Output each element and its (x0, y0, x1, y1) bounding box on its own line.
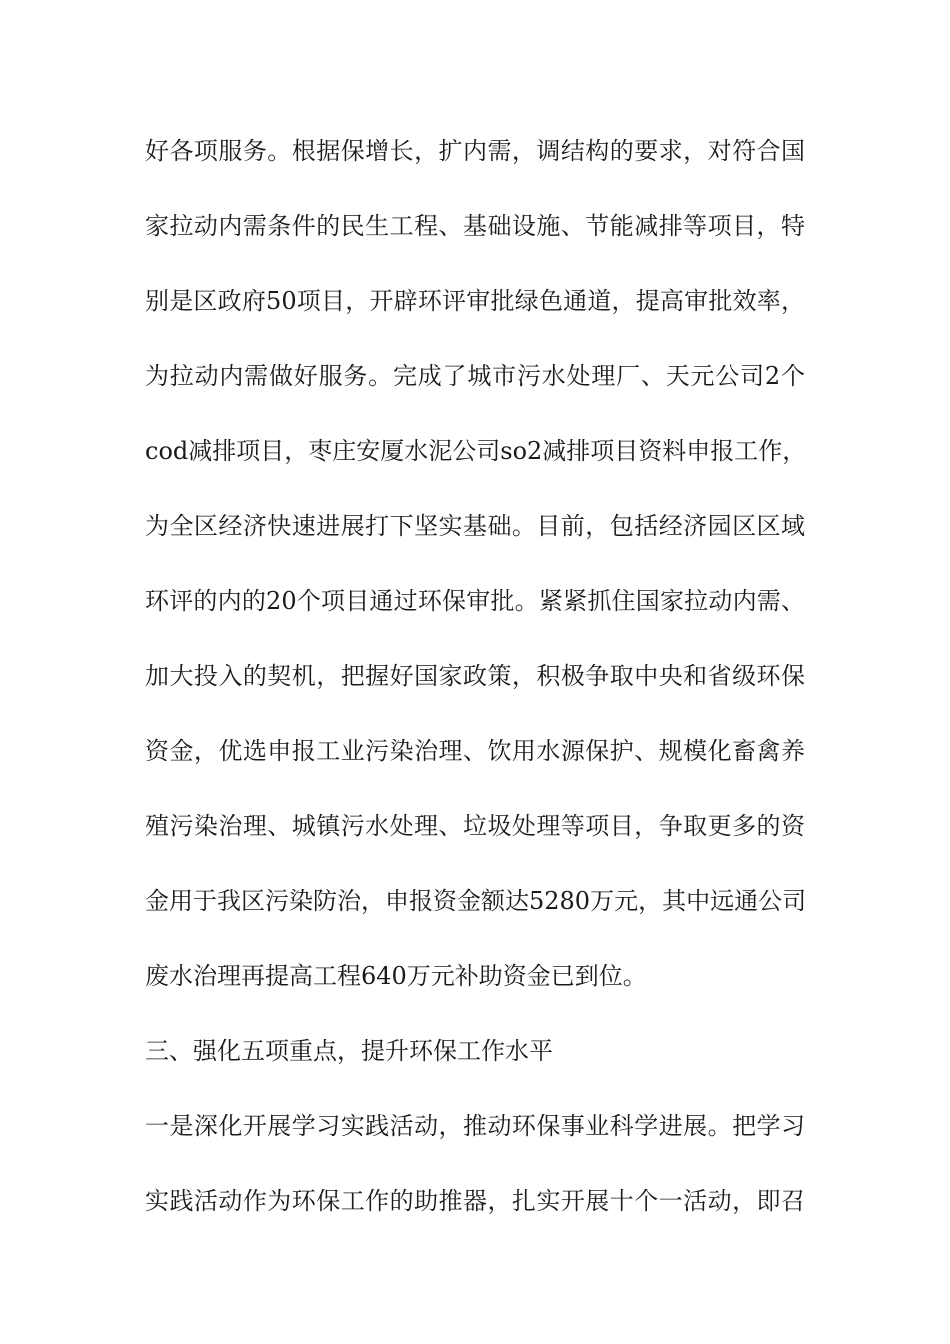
body-text-line: 金用于我区污染防治，申报资金额达5280万元，其中远通公司 (145, 887, 807, 915)
section-heading: 三、强化五项重点，提升环保工作水平 (145, 1037, 553, 1065)
body-text-line: 一是深化开展学习实践活动，推动环保事业科学进展。把学习 (145, 1112, 805, 1140)
body-text-line: cod减排项目，枣庄安厦水泥公司so2减排项目资料申报工作， (145, 437, 807, 465)
body-text-line: 为拉动内需做好服务。完成了城市污水处理厂、天元公司2个 (145, 362, 805, 390)
paragraph-end-line: 废水治理再提高工程640万元补助资金已到位。 (145, 962, 647, 990)
body-text-line: 为全区经济快速进展打下坚实基础。目前，包括经济园区区域 (145, 512, 805, 540)
body-text-line: 别是区政府50项目，开辟环评审批绿色通道，提高审批效率， (145, 287, 805, 315)
body-text-line: 好各项服务。根据保增长，扩内需，调结构的要求，对符合国 (145, 137, 805, 165)
body-text-line: 资金，优选申报工业污染治理、饮用水源保护、规模化畜禽养 (145, 737, 805, 765)
body-text-line: 实践活动作为环保工作的助推器，扎实开展十个一活动，即召 (145, 1187, 805, 1215)
body-text-line: 殖污染治理、城镇污水处理、垃圾处理等项目，争取更多的资 (145, 812, 805, 840)
body-text-line: 加大投入的契机，把握好国家政策，积极争取中央和省级环保 (145, 662, 805, 690)
body-text-line: 环评的内的20个项目通过环保审批。紧紧抓住国家拉动内需、 (145, 587, 805, 615)
body-text-line: 家拉动内需条件的民生工程、基础设施、节能减排等项目，特 (145, 212, 805, 240)
